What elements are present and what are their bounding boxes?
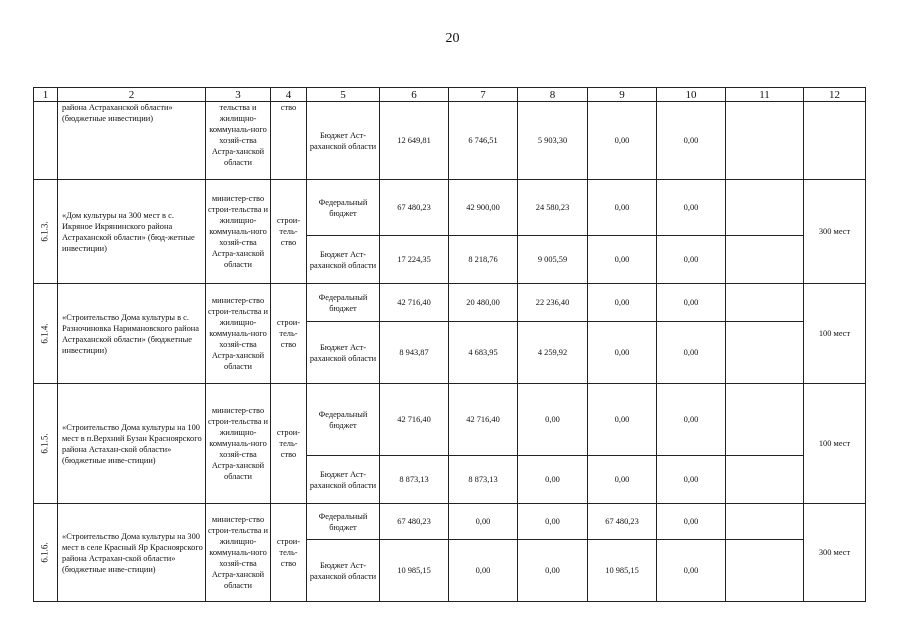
value-cell: 0,00: [518, 504, 588, 540]
header-row: [34, 88, 866, 102]
item-index: 6.1.5.: [40, 433, 50, 454]
header-cell: 11: [726, 88, 804, 102]
funding-source-cell: Бюджет Аст-раханской области: [307, 540, 380, 602]
result-cell: 300 мест: [804, 180, 866, 284]
header-cell: 5: [307, 88, 380, 102]
value-cell: 0,00: [588, 322, 657, 384]
value-cell: 0,00: [518, 456, 588, 504]
value-cell: 4 259,92: [518, 322, 588, 384]
executor-cell: тельства и жилищно-коммуналь-ного хозяй-ства Астра-ханской области: [206, 102, 271, 180]
value-cell: 22 236,40: [518, 284, 588, 322]
work-type-cell: ство: [271, 102, 307, 180]
value-cell: 4 683,95: [449, 322, 518, 384]
index-cell: [34, 504, 58, 602]
item-index: 6.1.4.: [40, 323, 50, 344]
header-cell: 6: [380, 88, 449, 102]
funding-source-cell: Бюджет Аст-раханской области: [307, 236, 380, 284]
header-cell: 3: [206, 88, 271, 102]
empty-cell: [726, 102, 804, 180]
value-cell: 0,00: [588, 284, 657, 322]
value-cell: 24 580,23: [518, 180, 588, 236]
value-cell: 0,00: [657, 180, 726, 236]
value-cell: 8 943,87: [380, 322, 449, 384]
funding-source-cell: Бюджет Аст-раханской области: [307, 322, 380, 384]
table-row: [34, 180, 866, 236]
value-cell: 5 903,30: [518, 102, 588, 180]
result-cell: 300 мест: [804, 504, 866, 602]
executor-cell: министер-ство строи-тельства и жилищно-коммуналь-ного хозяй-ства Астра-ханской области: [206, 504, 271, 602]
executor-cell: министер-ство строи-тельства и жилищно-коммуналь-ного хозяй-ства Астра-ханской области: [206, 180, 271, 284]
value-cell: 0,00: [588, 456, 657, 504]
index-cell: [34, 384, 58, 504]
value-cell: 67 480,23: [380, 180, 449, 236]
funding-source-cell: Федеральный бюджет: [307, 384, 380, 456]
value-cell: 10 985,15: [380, 540, 449, 602]
value-cell: 0,00: [588, 384, 657, 456]
empty-cell: [726, 504, 804, 540]
value-cell: 6 746,51: [449, 102, 518, 180]
funding-source-cell: Федеральный бюджет: [307, 180, 380, 236]
table-row: [34, 504, 866, 540]
value-cell: 67 480,23: [588, 504, 657, 540]
value-cell: 0,00: [588, 180, 657, 236]
header-cell: 9: [588, 88, 657, 102]
funding-source-cell: Федеральный бюджет: [307, 284, 380, 322]
value-cell: 0,00: [449, 540, 518, 602]
value-cell: 42 716,40: [449, 384, 518, 456]
funding-source-cell: Бюджет Аст-раханской области: [307, 102, 380, 180]
object-name-cell: района Астраханской области» (бюджетные инвестиции): [58, 102, 206, 180]
value-cell: 0,00: [657, 384, 726, 456]
executor-cell: министер-ство строи-тельства и жилищно-коммуналь-ного хозяй-ства Астра-ханской области: [206, 284, 271, 384]
value-cell: 0,00: [588, 236, 657, 284]
value-cell: 8 218,76: [449, 236, 518, 284]
value-cell: 0,00: [657, 456, 726, 504]
value-cell: 0,00: [657, 102, 726, 180]
empty-cell: [726, 284, 804, 322]
result-cell: [804, 102, 866, 180]
value-cell: 12 649,81: [380, 102, 449, 180]
value-cell: 42 716,40: [380, 284, 449, 322]
value-cell: 0,00: [518, 384, 588, 456]
work-type-cell: строи-тель-ство: [271, 384, 307, 504]
value-cell: 17 224,35: [380, 236, 449, 284]
result-cell: 100 мест: [804, 384, 866, 504]
value-cell: 8 873,13: [380, 456, 449, 504]
object-name-cell: «Строительство Дома культуры на 100 мест в п.Верхний Бузан Красноярского района Астахан-ской области» (бюджетные инве-стиции): [58, 384, 206, 504]
value-cell: 0,00: [657, 504, 726, 540]
value-cell: 0,00: [657, 236, 726, 284]
work-type-cell: строи-тель-ство: [271, 180, 307, 284]
empty-cell: [726, 236, 804, 284]
empty-cell: [726, 322, 804, 384]
table-row-continued: [34, 102, 866, 180]
value-cell: 20 480,00: [449, 284, 518, 322]
object-name-cell: «Дом культуры на 300 мест в с. Икряное Икрянинского района Астраханской области» (бюд-жетные инвестиции): [58, 180, 206, 284]
item-index: 6.1.3.: [40, 221, 50, 242]
work-type-cell: строи-тель-ство: [271, 504, 307, 602]
value-cell: 0,00: [657, 322, 726, 384]
value-cell: 0,00: [449, 504, 518, 540]
value-cell: 0,00: [657, 540, 726, 602]
header-cell: 2: [58, 88, 206, 102]
index-cell: [34, 284, 58, 384]
executor-cell: министер-ство строи-тельства и жилищно-коммуналь-ного хозяй-ства Астра-ханской области: [206, 384, 271, 504]
result-cell: 100 мест: [804, 284, 866, 384]
work-type-cell: строи-тель-ство: [271, 284, 307, 384]
index-cell: [34, 102, 58, 180]
page-number: 20: [445, 31, 460, 46]
value-cell: 42 716,40: [380, 384, 449, 456]
item-index: 6.1.6.: [40, 542, 50, 563]
value-cell: 67 480,23: [380, 504, 449, 540]
value-cell: 0,00: [518, 540, 588, 602]
empty-cell: [726, 540, 804, 602]
program-table: [33, 87, 866, 602]
header-cell: 7: [449, 88, 518, 102]
value-cell: 0,00: [657, 284, 726, 322]
table-row: [34, 384, 866, 456]
index-cell: [34, 180, 58, 284]
value-cell: 42 900,00: [449, 180, 518, 236]
empty-cell: [726, 456, 804, 504]
table-row: [34, 284, 866, 322]
object-name-cell: «Строительство Дома культуры в с. Разночиновка Наримановского района Астраханской области» (бюджетные инвестиции): [58, 284, 206, 384]
object-name-cell: «Строительство Дома культуры на 300 мест в селе Красный Яр Красноярского района Астрахан-ской области» (бюджетные инве-стиции): [58, 504, 206, 602]
value-cell: 9 005,59: [518, 236, 588, 284]
value-cell: 0,00: [588, 102, 657, 180]
header-cell: 10: [657, 88, 726, 102]
header-cell: 8: [518, 88, 588, 102]
empty-cell: [726, 180, 804, 236]
funding-source-cell: Федеральный бюджет: [307, 504, 380, 540]
header-cell: 12: [804, 88, 866, 102]
header-cell: 4: [271, 88, 307, 102]
value-cell: 8 873,13: [449, 456, 518, 504]
funding-source-cell: Бюджет Аст-раханской области: [307, 456, 380, 504]
empty-cell: [726, 384, 804, 456]
header-cell: 1: [34, 88, 58, 102]
value-cell: 10 985,15: [588, 540, 657, 602]
